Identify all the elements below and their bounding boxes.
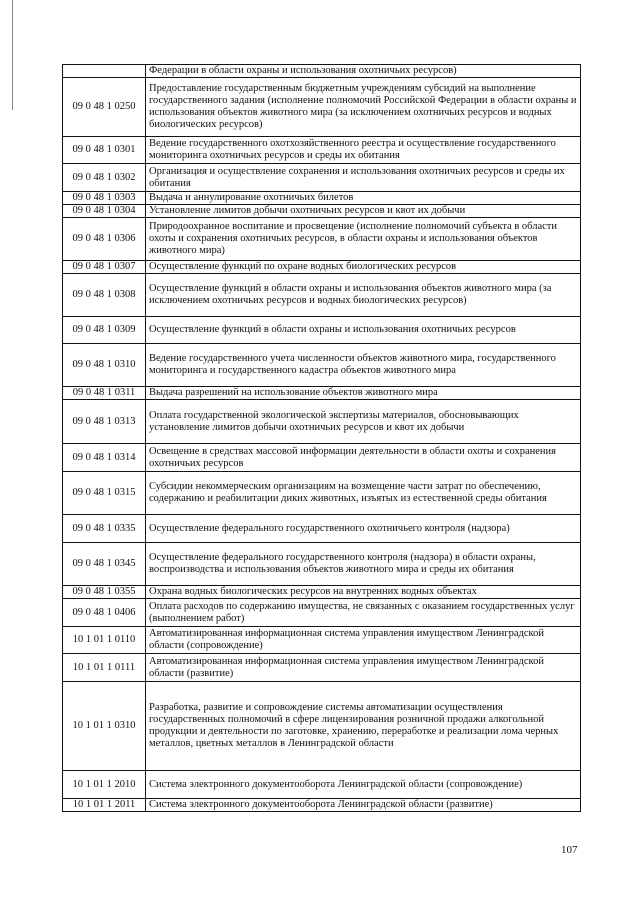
table-row	[63, 274, 581, 317]
row-code	[63, 65, 146, 78]
table-row	[63, 192, 581, 205]
table-row	[63, 65, 581, 78]
row-description: Система электронного документооборота Ленинградской области (сопровождение)	[146, 771, 581, 799]
row-code: 09 0 48 1 0301	[63, 137, 146, 164]
table-row	[63, 78, 581, 137]
table-row	[63, 543, 581, 586]
table-row	[63, 771, 581, 799]
row-description: Ведение государственного учета численности объектов животного мира, государственного мониторинга и государственного кадастра объектов животного мира	[146, 344, 581, 387]
table-row	[63, 137, 581, 164]
row-description: Охрана водных биологических ресурсов на внутренних водных объектах	[146, 586, 581, 599]
table-row	[63, 344, 581, 387]
row-description: Выдача и аннулирование охотничьих билетов	[146, 192, 581, 205]
row-description: Осуществление функций в области охраны и использования охотничьих ресурсов	[146, 317, 581, 344]
row-description: Осуществление федерального государственного контроля (надзора) в области охраны, воспроизводства и использования объектов животного мира и среды их обитания	[146, 543, 581, 586]
row-description: Разработка, развитие и сопровождение системы автоматизации осуществления государственных полномочий в сфере лицензирования розничной продажи алкогольной продукции и деятельности по заготовке, хранению, переработке и реализации лома черных металлов, цветных металлов в Ленинградской области	[146, 682, 581, 771]
row-code: 09 0 48 1 0307	[63, 261, 146, 274]
table-row	[63, 317, 581, 344]
row-description: Установление лимитов добычи охотничьих ресурсов и квот их добычи	[146, 205, 581, 218]
row-code: 10 1 01 1 0110	[63, 627, 146, 654]
table-row	[63, 599, 581, 627]
row-code: 09 0 48 1 0250	[63, 78, 146, 137]
row-code: 09 0 48 1 0406	[63, 599, 146, 627]
table-row	[63, 444, 581, 472]
table-row	[63, 164, 581, 192]
row-description: Выдача разрешений на использование объектов животного мира	[146, 387, 581, 400]
row-code: 09 0 48 1 0310	[63, 344, 146, 387]
row-description: Автоматизированная информационная система управления имуществом Ленинградской области (сопровождение)	[146, 627, 581, 654]
row-code: 09 0 48 1 0302	[63, 164, 146, 192]
scan-margin-line	[12, 0, 13, 110]
table-row	[63, 627, 581, 654]
row-description: Оплата государственной экологической экспертизы материалов, обосновывающих установление лимитов добычи охотничьих ресурсов и квот их добычи	[146, 400, 581, 444]
table-row	[63, 654, 581, 682]
row-code: 09 0 48 1 0306	[63, 218, 146, 261]
row-description: Освещение в средствах массовой информации деятельности в области охоты и сохранения охотничьих ресурсов	[146, 444, 581, 472]
row-code: 09 0 48 1 0309	[63, 317, 146, 344]
table-row	[63, 799, 581, 812]
row-description: Система электронного документооборота Ленинградской области (развитие)	[146, 799, 581, 812]
table-row	[63, 682, 581, 771]
row-description: Осуществление функций в области охраны и использования объектов животного мира (за исключением охотничьих ресурсов и водных биологических ресурсов)	[146, 274, 581, 317]
row-code: 09 0 48 1 0314	[63, 444, 146, 472]
table-row	[63, 472, 581, 515]
row-description: Оплата расходов по содержанию имущества, не связанных с оказанием государственных услуг (выполнением работ)	[146, 599, 581, 627]
table-row	[63, 205, 581, 218]
row-description: Субсидии некоммерческим организациям на возмещение части затрат по обеспечению, содержанию и реабилитации диких животных, изъятых из естественной среды обитания	[146, 472, 581, 515]
row-description: Федерации в области охраны и использования охотничьих ресурсов)	[146, 65, 581, 78]
row-code: 09 0 48 1 0335	[63, 515, 146, 543]
row-code: 10 1 01 1 2011	[63, 799, 146, 812]
table-row	[63, 586, 581, 599]
row-code: 09 0 48 1 0308	[63, 274, 146, 317]
row-code: 10 1 01 1 0310	[63, 682, 146, 771]
row-code: 10 1 01 1 0111	[63, 654, 146, 682]
table-row	[63, 218, 581, 261]
budget-classification-table	[62, 64, 581, 812]
row-code: 09 0 48 1 0355	[63, 586, 146, 599]
table-row	[63, 400, 581, 444]
row-description: Природоохранное воспитание и просвещение (исполнение полномочий субъекта в области охоты и сохранения охотничьих ресурсов, в области охраны и использования объектов животного мира)	[146, 218, 581, 261]
row-code: 09 0 48 1 0315	[63, 472, 146, 515]
row-description: Осуществление функций по охране водных биологических ресурсов	[146, 261, 581, 274]
table-row	[63, 261, 581, 274]
row-description: Осуществление федерального государственного охотничьего контроля (надзора)	[146, 515, 581, 543]
row-code: 09 0 48 1 0303	[63, 192, 146, 205]
row-code: 09 0 48 1 0313	[63, 400, 146, 444]
page-number: 107	[561, 844, 578, 856]
row-code: 10 1 01 1 2010	[63, 771, 146, 799]
table-row	[63, 515, 581, 543]
row-description: Предоставление государственным бюджетным учреждениям субсидий на выполнение государственного задания (исполнение полномочий Российской Федерации в области охраны и использования объектов животного мира (за исключением охотничьих ресурсов и водных биологических ресурсов)	[146, 78, 581, 137]
row-description: Организация и осуществление сохранения и использования охотничьих ресурсов и среды их обитания	[146, 164, 581, 192]
row-description: Ведение государственного охотхозяйственного реестра и осуществление государственного мониторинга охотничьих ресурсов и среды их обитания	[146, 137, 581, 164]
row-code: 09 0 48 1 0311	[63, 387, 146, 400]
table-row	[63, 387, 581, 400]
row-description: Автоматизированная информационная система управления имуществом Ленинградской области (развитие)	[146, 654, 581, 682]
row-code: 09 0 48 1 0345	[63, 543, 146, 586]
row-code: 09 0 48 1 0304	[63, 205, 146, 218]
